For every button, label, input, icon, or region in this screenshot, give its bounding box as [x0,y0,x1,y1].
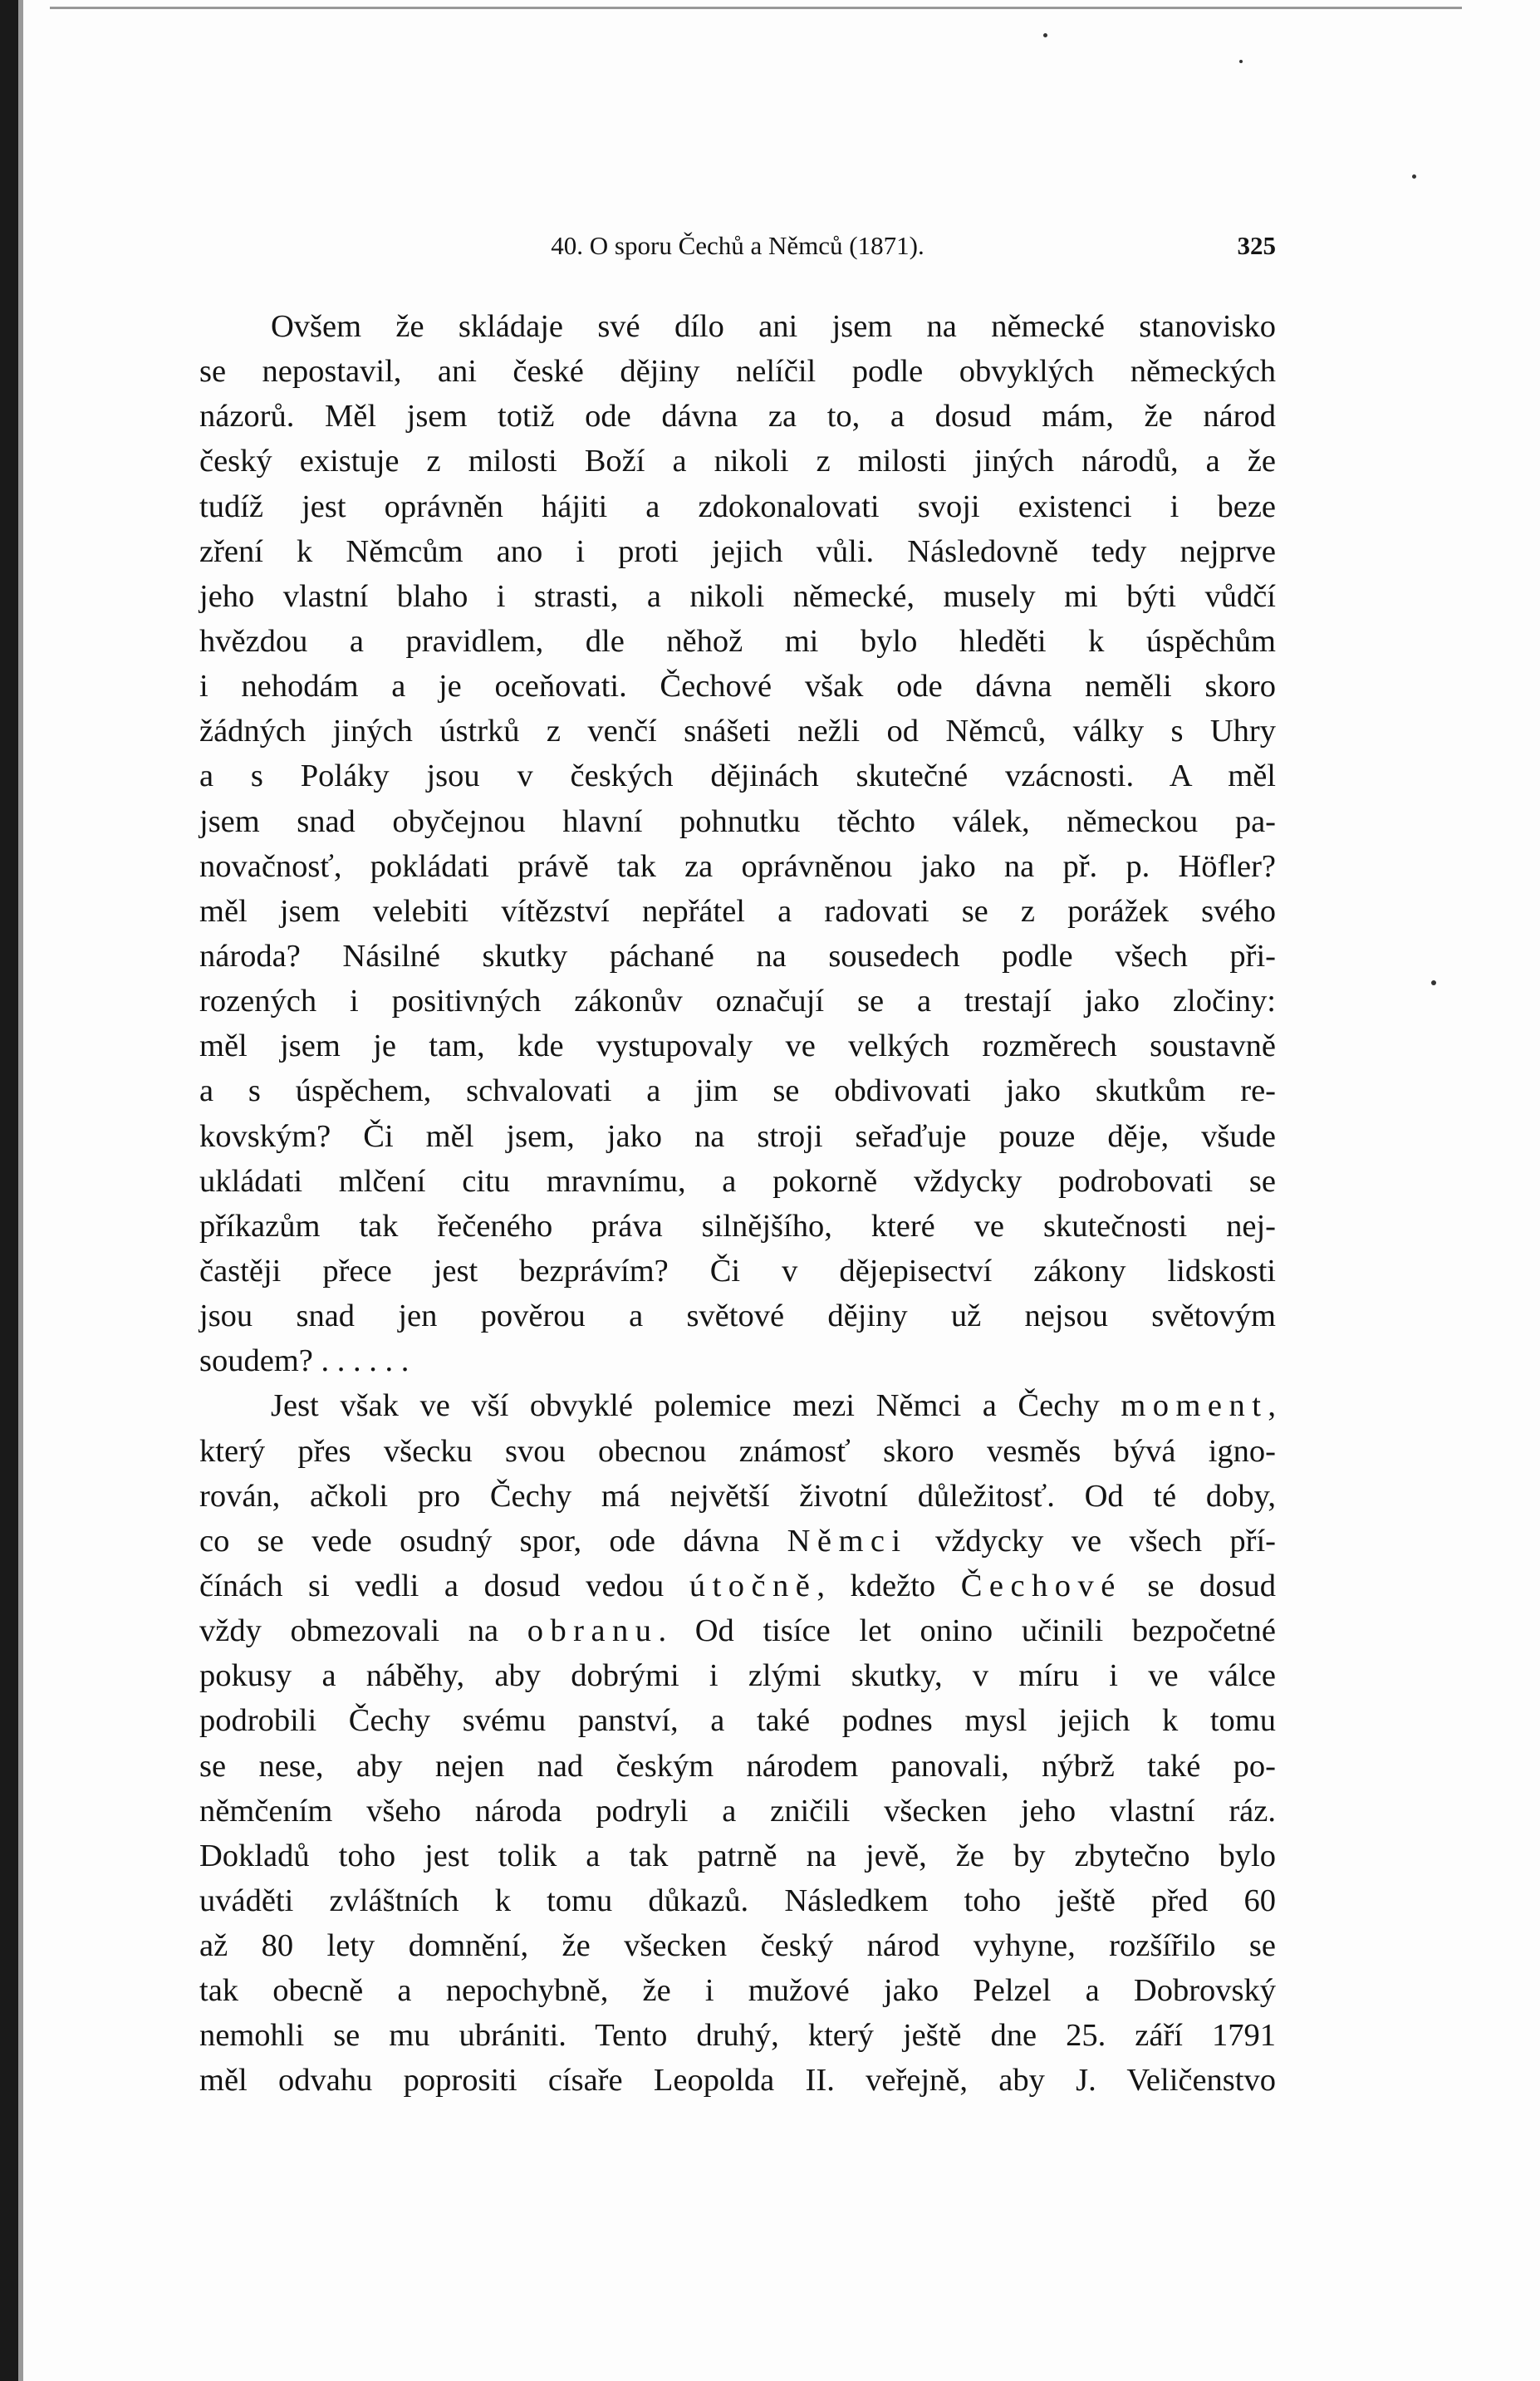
running-header [199,231,1276,264]
body-text [199,304,1276,2104]
text-line: soudem? . . . . . . [199,1343,410,1379]
scan-top-edge [50,7,1462,9]
text-segment: . Od tisíce let onino učinili bezpočetné [658,1613,1276,1649]
text-line: a s úspěchem, schvalovati a jim se obdivovati jako skutkům re- [199,1073,1276,1109]
text-segment: vždy obmezovali na [199,1613,527,1649]
text-line: uváděti zvláštních k tomu důkazů. Následkem toho ještě před 60 [199,1883,1276,1918]
text-line: zření k Němcům ano i proti jejich vůli. Následovně tedy nejprve [199,533,1276,569]
text-line: a s Poláky jsou v českých dějinách skutečné vzácnosti. A měl [199,758,1276,794]
text-line: hvězdou a pravidlem, dle něhož mi bylo hleděti k úspěchům [199,623,1276,659]
text-line: ukládati mlčení citu mravnímu, a pokorně vždycky podrobovati se [199,1163,1276,1199]
spaced-emphasis: Němci [787,1523,908,1559]
text-line: jsem snad obyčejnou hlavní pohnutku těchto válek, německou pa- [199,803,1276,839]
text-line: Ovšem že skládaje své dílo ani jsem na německé stanovisko [271,309,1276,344]
text-segment: , [1268,1388,1276,1424]
text-segment: se dosud [1121,1568,1277,1603]
spaced-emphasis: moment [1121,1388,1268,1424]
text-line: Dokladů toho jest tolik a tak patrně na jevě, že by zbytečno bylo [199,1838,1276,1873]
text-line: kovským? Či měl jsem, jako na stroji seřaďuje pouze děje, všude [199,1118,1276,1154]
text-segment: vždycky ve všech pří- [907,1523,1276,1559]
text-line: častěji přece jest bezprávím? Či v dějepisectví zákony lidskosti [199,1253,1276,1289]
text-line: pokusy a náběhy, aby dobrými i zlými skutky, v míru i ve válce [199,1658,1276,1694]
scan-speck [1043,33,1047,37]
scan-left-edge-shadow [18,0,23,2381]
text-line: rozených i positivných zákonův označují se a trestají jako zločiny: [199,984,1276,1019]
text-line: se nese, aby nejen nad českým národem panovali, nýbrž také po- [199,1748,1276,1784]
chapter-title: 40. O sporu Čechů a Němců (1871). [551,231,924,260]
text-line: až 80 lety domnění, že všecken český národ vyhyne, rozšířilo se [199,1928,1276,1964]
text-segment: Jest však ve vší obvyklé polemice mezi Němci a Čechy [271,1388,1121,1424]
text-line [199,1519,1276,1564]
text-line: jeho vlastní blaho i strasti, a nikoli německé, musely mi býti vůdčí [199,578,1276,614]
spaced-emphasis: Čechové [960,1568,1122,1603]
text-line: tak obecně a nepochybně, že i mužové jako Pelzel a Dobrovský [199,1973,1276,2009]
scan-speck [1431,980,1436,985]
text-line: příkazům tak řečeného práva silnějšího, které ve skutečnosti nej- [199,1208,1276,1244]
text-line: tudíž jest oprávněn hájiti a zdokonalovati svoji existenci i beze [199,488,1276,524]
text-line [199,1383,1276,1428]
text-segment: čínách si vedli a dosud vedou [199,1568,689,1603]
text-line: rován, ačkoli pro Čechy má největší životní důležitosť. Od té doby, [199,1478,1276,1514]
spaced-emphasis: obranu [527,1613,659,1649]
text-segment: co se vede osudný spor, ode dávna [199,1523,787,1559]
text-line: podrobili Čechy svému panství, a také podnes mysl jejich k tomu [199,1703,1276,1739]
page-number: 325 [1237,231,1276,260]
text-line [199,1608,1276,1653]
text-line: národa? Násilné skutky páchané na sousedech podle všech při- [199,938,1276,974]
text-line: i nehodám a je oceňovati. Čechové však ode dávna neměli skoro [199,669,1276,704]
text-line [199,1564,1276,1608]
spaced-emphasis: útočně [689,1568,817,1603]
text-line: se nepostavil, ani české dějiny nelíčil podle obvyklých německých [199,354,1276,390]
text-line: český existuje z milosti Boží a nikoli z milosti jiných národů, a že [199,444,1276,479]
text-segment: , kdežto [817,1568,961,1603]
text-line: nemohli se mu ubrániti. Tento druhý, který ještě dne 25. září 1791 [199,2018,1276,2054]
text-line: žádných jiných ústrků z venčí snášeti nežli od Němců, války s Uhry [199,714,1276,749]
text-line: názorů. Měl jsem totiž ode dávna za to, a dosud mám, že národ [199,399,1276,434]
scan-speck [1239,60,1243,63]
text-line: měl odvahu poprositi císaře Leopolda II. veřejně, aby J. Veličenstvo [199,2063,1276,2099]
text-line: novačnosť, pokládati právě tak za oprávněnou jako na př. p. Höfler? [199,848,1276,884]
text-line: jsou snad jen pověrou a světové dějiny už nejsou světovým [199,1299,1276,1334]
text-line: němčením všeho národa podryli a zničili všecken jeho vlastní ráz. [199,1793,1276,1829]
scan-speck [1412,174,1416,179]
scan-left-edge [0,0,18,2381]
text-line: který přes všecku svou obecnou známosť skoro vesměs bývá igno- [199,1433,1276,1469]
text-line: měl jsem je tam, kde vystupovaly ve velkých rozměrech soustavně [199,1028,1276,1064]
text-line: měl jsem velebiti vítězství nepřátel a radovati se z porážek svého [199,893,1276,929]
